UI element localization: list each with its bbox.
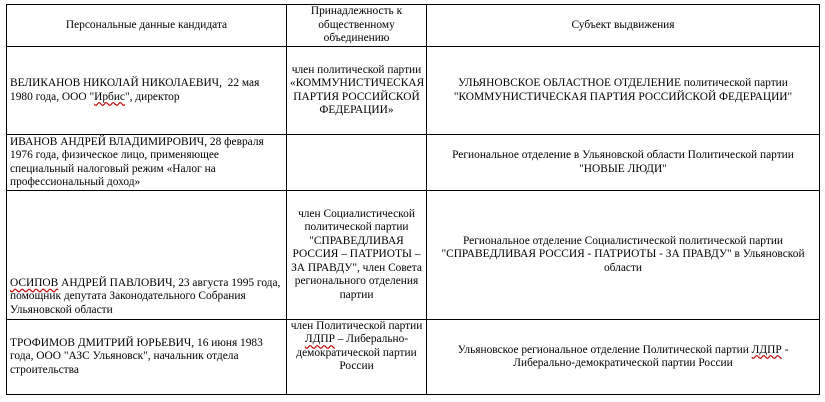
candidate-personal-data <box>7 191 287 320</box>
candidate-subject: УЛЬЯНОВСКОЕ ОБЛАСТНОЕ ОТДЕЛЕНИЕ политической партии "КОММУНИСТИЧЕСКАЯ ПАРТИЯ РОССИЙСКОЙ ФЕДЕРАЦИИ" <box>427 47 820 135</box>
candidate-details: 23 августа 1995 года, помощник депутата Законодательного Собрания Ульяновской области <box>10 276 281 316</box>
table-row <box>7 135 820 191</box>
spellcheck-word: Ирбис <box>94 90 125 103</box>
candidate-name: АНДРЕЙ ПАВЛОВИЧ, <box>58 276 176 289</box>
candidate-personal-data <box>7 135 287 191</box>
spellcheck-word: ЛДПР <box>304 333 335 346</box>
candidates-table <box>6 4 820 395</box>
candidate-subject <box>427 320 820 395</box>
candidate-membership: член политической партии «КОММУНИСТИЧЕСКАЯ ПАРТИЯ РОССИЙСКОЙ ФЕДЕРАЦИИ» <box>287 47 427 135</box>
candidate-subject: Региональное отделение в Ульяновской области Политической партии "НОВЫЕ ЛЮДИ" <box>427 135 820 191</box>
candidate-details: ", директор <box>124 90 180 103</box>
table-row <box>7 320 820 395</box>
candidate-subject: Региональное отделение Социалистической политической партии "СПРАВЕДЛИВАЯ РОССИЯ - ПАТРИОТЫ - ЗА ПРАВДУ" в Ульяновской области <box>427 191 820 320</box>
candidate-personal-data <box>7 320 287 395</box>
membership-text: – Либерально-демократической партии России <box>296 333 417 373</box>
header-row <box>7 5 820 47</box>
header-membership: Принадлежность к общественному объединению <box>287 5 427 47</box>
spellcheck-word: ЛДПР <box>751 343 782 356</box>
candidate-name: ВЕЛИКАНОВ НИКОЛАЙ НИКОЛАЕВИЧ, <box>10 77 222 90</box>
header-personal-data: Персональные данные кандидата <box>7 5 287 47</box>
subject-text: Ульяновское региональное отделение Политической партии <box>457 343 752 356</box>
candidate-details: 28 февраля 1976 года, физическое лицо, применяющее специальный налоговый режим «Налог на профессиональный доход» <box>10 135 264 188</box>
membership-text: член Политической партии <box>290 320 423 332</box>
candidate-name: ИВАНОВ АНДРЕЙ ВЛАДИМИРОВИЧ, <box>10 135 208 148</box>
candidate-name: ОСИПОВ <box>10 276 59 289</box>
candidate-membership: член Социалистической политической партии "СПРАВЕДЛИВАЯ РОССИЯ – ПАТРИОТЫ – ЗА ПРАВДУ", член Совета регионального отделения партии <box>287 191 427 320</box>
subject-text: - Либерально-демократической партии России <box>513 343 789 369</box>
table-row <box>7 47 820 135</box>
candidate-membership <box>287 135 427 191</box>
candidate-name: ТРОФИМОВ ДМИТРИЙ ЮРЬЕВИЧ, <box>10 336 195 349</box>
header-subject: Субъект выдвижения <box>427 5 820 47</box>
table-row <box>7 191 820 320</box>
candidate-personal-data <box>7 47 287 135</box>
candidate-details: 22 мая 1980 года, ООО " <box>10 77 260 103</box>
candidate-details: 16 июня 1983 года, ООО "АЗС Ульяновск", начальник отдела строительства <box>10 336 263 376</box>
candidate-membership <box>287 320 427 395</box>
